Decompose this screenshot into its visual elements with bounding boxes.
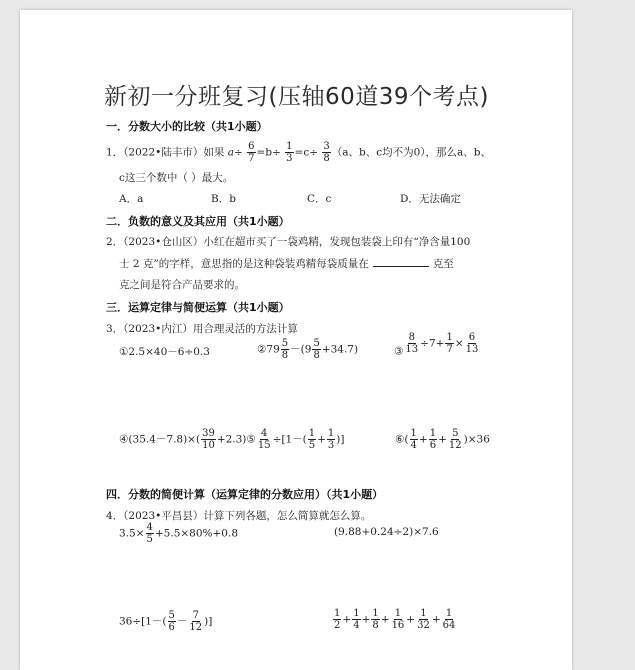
fraction: $\frac{1}{3}$	[286, 141, 293, 164]
calc-4: $\frac{1}{2}$ + $\frac{1}{4}$ + $\frac{1}{8}$ + $\frac{1}{16}$ + $\frac{1}{32}$ + $\frac{1}{64}$	[334, 608, 456, 631]
expression-6: ⑥( $\frac{1}{4}$ + $\frac{1}{6}$ + $\frac{5}{12}$ )×36	[395, 428, 490, 451]
section-3-heading: 三．运算定律与简便运算（共1小题）	[106, 301, 290, 314]
calc-3: 36÷[1－( $\frac{5}{6}$ － $\frac{7}{12}$ )]	[119, 610, 213, 633]
section-1-heading: 一．分数大小的比较（共1小题）	[106, 120, 268, 133]
expression-2: ②79 $\frac{5}{8}$ －(9 $\frac{5}{8}$ +34.7)	[257, 338, 359, 361]
question-1-line-1: 1．（2022•陆丰市）如果 a÷ $\frac{6}{7}$ =b÷ $\frac{1}{3}$ =c÷ $\frac{3}{8}$ （a、b、c均不为0），那么a、b、	[106, 141, 492, 164]
page-title: 新初一分班复习(压轴60道39个考点)	[104, 84, 489, 110]
fraction: $\frac{3}{8}$	[323, 141, 330, 164]
document-page	[20, 10, 572, 670]
option-d: D．无法确定	[400, 193, 461, 205]
calc-2: (9.88+0.24÷2)×7.6	[334, 526, 439, 538]
calc-1: 3.5× $\frac{4}{5}$ +5.5×80%+0.8	[119, 522, 239, 545]
question-2-line-3: 克之间是符合产品要求的。	[119, 279, 245, 291]
fraction: $\frac{6}{7}$	[248, 141, 255, 164]
question-2-line-1: 2．（2023•仓山区）小红在超市买了一袋鸡精，发现包装袋上印有“净含量100	[106, 236, 471, 248]
section-2-heading: 二．负数的意义及其应用（共1小题）	[106, 215, 290, 228]
expression-1: ①2.5×40－6÷0.3	[119, 346, 210, 358]
question-3-text: 3．（2023•内江）用合理灵活的方法计算	[106, 323, 298, 335]
option-c: C．c	[307, 193, 332, 205]
option-a: A．a	[119, 193, 144, 205]
expression-3: ③ $\frac{8}{13}$ ÷7+ $\frac{1}{7}$ × $\frac{6}{13}$	[394, 332, 479, 358]
question-2-line-2: 士 2 克”的字样，意思指的是这种袋装鸡精每袋质量在 克至	[119, 258, 454, 270]
answer-blank	[373, 256, 429, 267]
expression-4: ④(35.4－7.8)×( $\frac{39}{10}$ +2.3)⑤ $\frac{4}{15}$ ÷[1－( $\frac{1}{5}$ + $\frac{1}{3}$ )]	[119, 428, 345, 451]
question-1-line-2: c这三个数中（ ）最大。	[119, 172, 234, 184]
question-4-text: 4．（2023•平昌县）计算下列各题，怎么简算就怎么算。	[106, 510, 372, 522]
section-4-heading: 四．分数的简便计算（运算定律的分数应用）（共1小题）	[106, 488, 384, 501]
option-b: B．b	[211, 193, 236, 205]
